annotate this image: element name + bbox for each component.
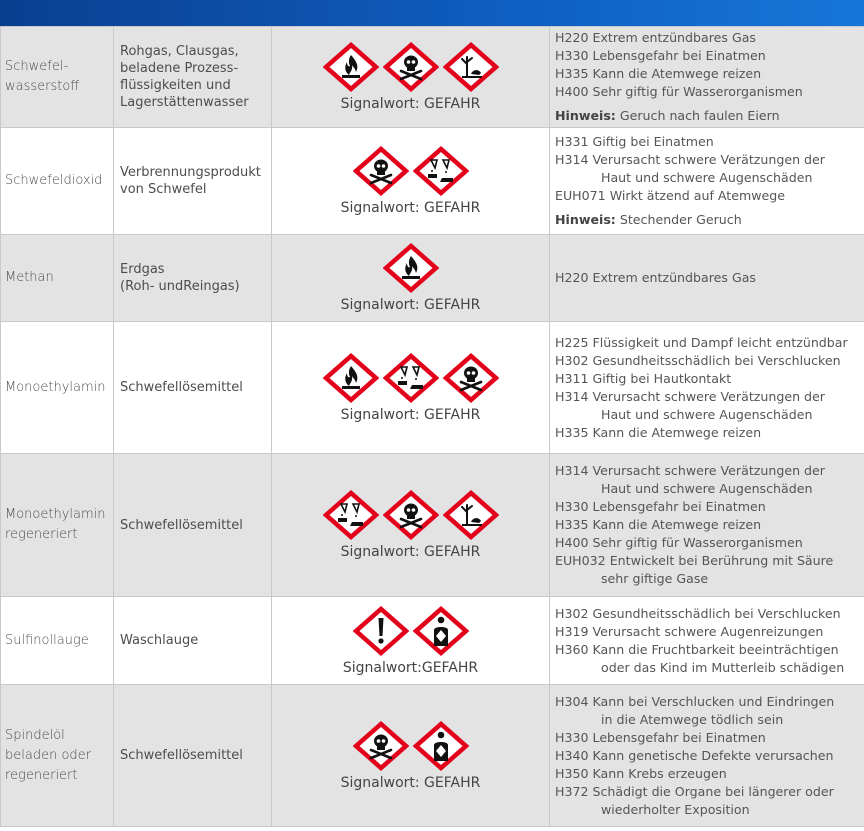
pictogram-cell <box>272 454 550 597</box>
hazard-statement: sehr giftige Gase <box>601 571 709 586</box>
substance-name: wasserstoff <box>5 79 80 94</box>
h-code: H304 <box>555 693 589 709</box>
table-row <box>1 128 864 235</box>
table-row <box>1 322 864 454</box>
usage-text: von Schwefel <box>120 182 207 197</box>
h-code: H225 <box>555 334 589 350</box>
h-code: H314 <box>555 388 589 404</box>
h-code: H335 <box>555 424 589 440</box>
hazard-statement: H302 Gesundheitsschädlich bei Verschlucken <box>555 352 841 368</box>
h-code: H400 <box>555 84 589 99</box>
hazard-statement: oder das Kind im Mutterleib schädigen <box>601 659 845 675</box>
h-code: H302 <box>555 352 589 368</box>
hazard-statement: EUH032 Entwickelt bei Berührung mit Säure <box>555 553 834 568</box>
hazard-statement: H319 Verursacht schwere Augenreizungen <box>555 623 824 639</box>
signal-word: Signalwort: GEFAHR <box>340 544 481 560</box>
h-code: H330 <box>555 499 589 514</box>
signal-word: Signalwort: GEFAHR <box>340 406 481 423</box>
substance-name: regeneriert <box>5 527 78 542</box>
pictogram-cell <box>272 235 550 322</box>
ghs-pictograms <box>272 490 549 540</box>
environment-icon <box>443 490 499 540</box>
h-code: H340 <box>555 747 589 763</box>
hazard-statement: in die Atemwege tödlich sein <box>601 711 784 727</box>
skull-crossbones-icon <box>383 42 439 92</box>
table-row <box>1 454 864 597</box>
usage-text: Schwefellösemittel <box>120 517 243 533</box>
substance-name: beladen oder <box>5 747 91 763</box>
usage-text: flüssigkeiten und <box>120 78 231 93</box>
hazard-statement: Haut und schwere Augenschäden <box>601 406 813 422</box>
h-code: H350 <box>555 765 589 781</box>
signal-word: Signalwort: GEFAHR <box>340 774 481 791</box>
h-code: H400 <box>555 535 589 550</box>
substance-name: Methan <box>5 270 54 285</box>
h-code: H302 <box>555 605 589 621</box>
h-code: EUH071 <box>555 188 606 203</box>
substance-cell <box>1 454 114 597</box>
hazard-statements-cell <box>550 27 864 128</box>
ghs-pictograms <box>272 721 549 771</box>
hazard-statement: H225 Flüssigkeit und Dampf leicht entzündbar <box>555 334 848 350</box>
hazard-statement: H335 Kann die Atemwege reizen <box>555 517 762 532</box>
corrosion-icon <box>383 353 439 403</box>
substance-name: Monoethylamin <box>5 379 106 395</box>
h-code: H311 <box>555 370 589 386</box>
h-code: H335 <box>555 517 589 532</box>
ghs-pictograms <box>272 243 549 293</box>
pictogram-cell <box>272 27 550 128</box>
hazard-statement: Haut und schwere Augenschäden <box>601 481 813 496</box>
usage-cell <box>114 322 272 454</box>
substance-name: Schwefel- <box>5 59 69 74</box>
usage-text: Lagerstättenwasser <box>120 95 249 110</box>
hazard-statement: H350 Kann Krebs erzeugen <box>555 765 727 781</box>
usage-text: beladene Prozess- <box>120 61 239 76</box>
hazard-statement: EUH071 Wirkt ätzend auf Atemwege <box>555 188 786 203</box>
h-code: EUH032 <box>555 553 606 568</box>
hazard-statement: H372 Schädigt die Organe bei längerer oder <box>555 783 834 799</box>
signal-word: Signalwort:GEFAHR <box>342 659 479 676</box>
h-code: H314 <box>555 463 589 478</box>
hazard-statement: H360 Kann die Fruchtbarkeit beeinträchtigen <box>555 641 839 657</box>
ghs-pictograms <box>272 42 549 92</box>
hazard-statement: H335 Kann die Atemwege reizen <box>555 66 762 81</box>
substance-name: regeneriert <box>5 767 78 783</box>
substance-cell <box>1 27 114 128</box>
flame-icon <box>323 42 379 92</box>
substance-name: Sulfinollauge <box>5 632 89 648</box>
h-code: H331 <box>555 134 589 149</box>
health-hazard-icon <box>413 606 469 656</box>
h-code: H319 <box>555 623 589 639</box>
hazard-statement: H400 Sehr giftig für Wasserorganismen <box>555 84 803 99</box>
usage-text: Verbrennungsprodukt <box>120 165 261 180</box>
hazard-statement: wiederholter Exposition <box>601 801 750 817</box>
skull-crossbones-icon <box>353 146 409 196</box>
substance-name: Spindelöl <box>5 727 65 743</box>
h-code: H220 <box>555 270 589 285</box>
substance-cell <box>1 235 114 322</box>
pictogram-cell <box>272 685 550 827</box>
usage-text: Schwefellösemittel <box>120 380 243 395</box>
hint-note: Hinweis: Stechender Geruch <box>555 212 742 227</box>
usage-cell <box>114 685 272 827</box>
table-row <box>1 27 864 128</box>
hint-note: Hinweis: Geruch nach faulen Eiern <box>555 108 780 123</box>
hazard-statement: H311 Giftig bei Hautkontakt <box>555 370 732 386</box>
h-code: H330 <box>555 48 589 63</box>
hazard-statements-cell <box>550 597 864 685</box>
skull-crossbones-icon <box>353 721 409 771</box>
hazard-statement: H330 Lebensgefahr bei Einatmen <box>555 499 766 514</box>
environment-icon <box>443 42 499 92</box>
table-row <box>1 235 864 322</box>
hazard-statements-cell <box>550 685 864 827</box>
usage-text: Rohgas, Clausgas, <box>120 44 239 59</box>
header-bar <box>0 0 864 26</box>
hazard-statements-cell <box>550 454 864 597</box>
h-code: H360 <box>555 641 589 657</box>
signal-word: Signalwort: GEFAHR <box>340 297 481 313</box>
corrosion-icon <box>413 146 469 196</box>
h-code: H372 <box>555 783 589 799</box>
hazard-statement: H330 Lebensgefahr bei Einatmen <box>555 729 766 745</box>
usage-cell <box>114 454 272 597</box>
hazard-statement: H220 Extrem entzündbares Gas <box>555 30 756 45</box>
ghs-pictograms <box>272 146 549 196</box>
flame-icon <box>323 353 379 403</box>
table-row <box>1 685 864 827</box>
hazard-statement: H304 Kann bei Verschlucken und Eindringen <box>555 693 835 709</box>
usage-text: Waschlauge <box>120 633 199 648</box>
hazard-statement: H330 Lebensgefahr bei Einatmen <box>555 48 766 63</box>
table-row <box>1 597 864 685</box>
hazard-statement: Haut und schwere Augenschäden <box>601 170 813 185</box>
h-code: H220 <box>555 30 589 45</box>
substance-cell <box>1 597 114 685</box>
hazard-statement: H314 Verursacht schwere Verätzungen der <box>555 152 825 167</box>
hazard-statement: H314 Verursacht schwere Verätzungen der <box>555 388 825 404</box>
skull-crossbones-icon <box>443 353 499 403</box>
usage-text: Erdgas <box>120 262 165 277</box>
exclamation-icon <box>353 606 409 656</box>
substance-cell <box>1 128 114 235</box>
ghs-pictograms <box>272 353 549 403</box>
substance-name: Schwefeldioxid <box>5 173 103 188</box>
pictogram-cell <box>272 128 550 235</box>
hazard-statement: H220 Extrem entzündbares Gas <box>555 270 756 285</box>
pictogram-cell <box>272 322 550 454</box>
usage-text: (Roh- undReingas) <box>120 279 240 294</box>
hazard-statements-cell <box>550 322 864 454</box>
pictogram-cell <box>272 597 550 685</box>
hazard-statements-cell <box>550 128 864 235</box>
h-code: H314 <box>555 152 589 167</box>
hazard-statement: H400 Sehr giftig für Wasserorganismen <box>555 535 803 550</box>
health-hazard-icon <box>413 721 469 771</box>
hazard-statement: H302 Gesundheitsschädlich bei Verschlucken <box>555 605 841 621</box>
hazard-statement: H335 Kann die Atemwege reizen <box>555 424 762 440</box>
hazard-statements-cell <box>550 235 864 322</box>
substance-name: Monoethylamin <box>5 507 106 522</box>
signal-word: Signalwort: GEFAHR <box>340 200 481 216</box>
hazard-statement: H340 Kann genetische Defekte verursachen <box>555 747 834 763</box>
usage-cell <box>114 597 272 685</box>
usage-text: Schwefellösemittel <box>120 748 243 763</box>
usage-cell <box>114 235 272 322</box>
hazard-statement: H331 Giftig bei Einatmen <box>555 134 714 149</box>
usage-cell <box>114 128 272 235</box>
usage-cell <box>114 27 272 128</box>
hazard-statement: H314 Verursacht schwere Verätzungen der <box>555 463 825 478</box>
corrosion-icon <box>323 490 379 540</box>
ghs-pictograms <box>272 606 549 656</box>
skull-crossbones-icon <box>383 490 439 540</box>
signal-word: Signalwort: GEFAHR <box>340 96 481 112</box>
flame-icon <box>383 243 439 293</box>
h-code: H335 <box>555 66 589 81</box>
substance-cell <box>1 685 114 827</box>
hazard-table <box>0 26 864 827</box>
h-code: H330 <box>555 729 589 745</box>
substance-cell <box>1 322 114 454</box>
